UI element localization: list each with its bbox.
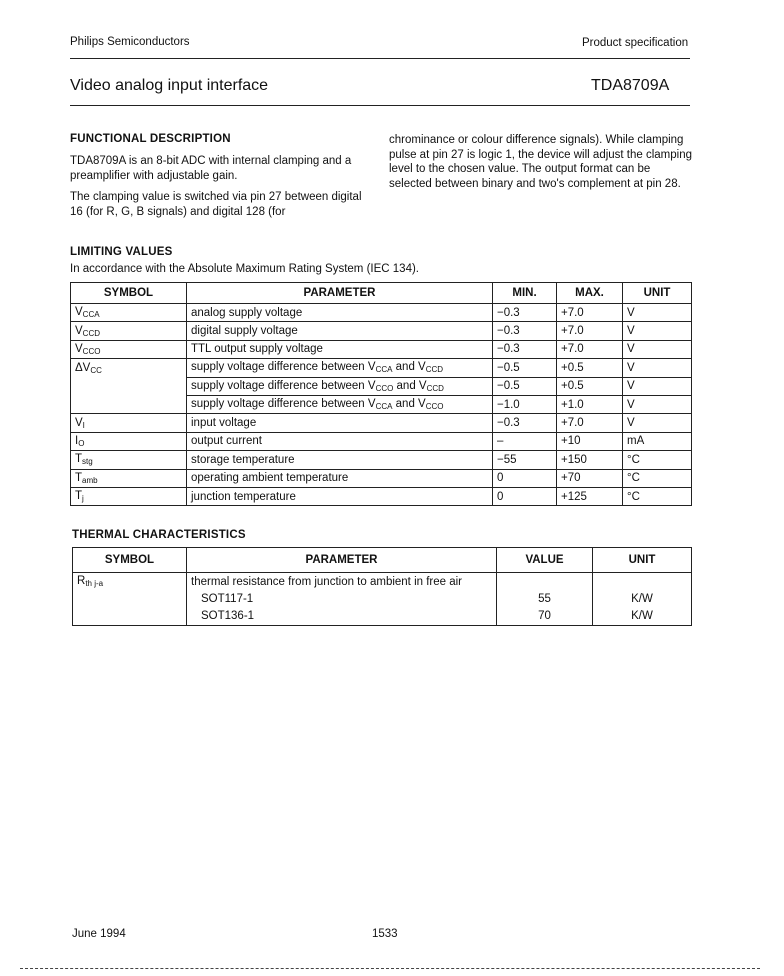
col-parameter: PARAMETER (187, 548, 497, 573)
unit-cell: V (623, 414, 692, 432)
table-row (71, 432, 692, 450)
table-row (71, 395, 692, 413)
thermal-table (72, 547, 692, 626)
limiting-values-subtitle: In accordance with the Absolute Maximum Rating System (IEC 134). (70, 263, 419, 275)
package-name: SOT117-1 (187, 590, 497, 607)
parameter-cell: operating ambient temperature (187, 469, 493, 487)
col-value: VALUE (497, 548, 593, 573)
min-cell: −0.3 (493, 414, 557, 432)
table-row (71, 340, 692, 358)
functional-description-heading: FUNCTIONAL DESCRIPTION (70, 133, 231, 145)
min-cell: 0 (493, 487, 557, 505)
max-cell: +150 (557, 451, 623, 469)
unit-cell: °C (623, 451, 692, 469)
parameter-cell: input voltage (187, 414, 493, 432)
min-cell: −1.0 (493, 395, 557, 413)
symbol-cell: $T_{amb}$ (71, 469, 187, 487)
symbol-cell: $V_I$ (71, 414, 187, 432)
table-row (71, 359, 692, 377)
limiting-values-table (70, 282, 692, 506)
col-min: MIN. (493, 283, 557, 304)
symbol-cell: $V_{CCO}$ (71, 340, 187, 358)
table-row (73, 573, 692, 591)
thermal-heading: THERMAL CHARACTERISTICS (72, 529, 246, 541)
footer-page-number: 1533 (372, 928, 398, 940)
table-header-row (71, 283, 692, 304)
unit-cell: V (623, 340, 692, 358)
parameter-cell: supply voltage difference between $V_{CCA}$ and $V_{CCD}$ (187, 359, 493, 377)
table-row (71, 377, 692, 395)
fd-paragraph-1: TDA8709A is an 8-bit ADC with internal clamping and a preamplifier with adjustable gain. (70, 155, 352, 182)
unit-cell: V (623, 359, 692, 377)
unit-cell: V (623, 322, 692, 340)
functional-description-right (389, 133, 692, 198)
thermal-unit: K/W (593, 608, 692, 626)
max-cell: +7.0 (557, 414, 623, 432)
part-number: TDA8709A (591, 77, 670, 94)
max-cell: +7.0 (557, 304, 623, 322)
min-cell: −55 (493, 451, 557, 469)
table-row (71, 322, 692, 340)
max-cell: +125 (557, 487, 623, 505)
parameter-cell: storage temperature (187, 451, 493, 469)
table-row (71, 304, 692, 322)
thermal-value: 70 (497, 608, 593, 626)
parameter-cell: output current (187, 432, 493, 450)
functional-description-left (70, 154, 370, 226)
thermal-parameter: thermal resistance from junction to ambient in free air (187, 573, 497, 591)
symbol-cell: $V_{CCA}$ (71, 304, 187, 322)
symbol-cell (71, 395, 187, 413)
thermal-unit: K/W (593, 590, 692, 607)
unit-cell: V (623, 395, 692, 413)
max-cell: +1.0 (557, 395, 623, 413)
unit-cell: °C (623, 487, 692, 505)
symbol-cell: $T_j$ (71, 487, 187, 505)
symbol-cell: $V_{CCD}$ (71, 322, 187, 340)
table-row (71, 469, 692, 487)
min-cell: −0.3 (493, 340, 557, 358)
limiting-values-heading: LIMITING VALUES (70, 246, 173, 258)
max-cell: +0.5 (557, 377, 623, 395)
table-row (73, 590, 692, 607)
symbol-cell: $T_{stg}$ (71, 451, 187, 469)
col-unit: UNIT (593, 548, 692, 573)
min-cell: −0.5 (493, 377, 557, 395)
min-cell: −0.5 (493, 359, 557, 377)
max-cell: +10 (557, 432, 623, 450)
max-cell: +7.0 (557, 322, 623, 340)
col-max: MAX. (557, 283, 623, 304)
page-title: Video analog input interface (70, 77, 269, 94)
package-name: SOT136-1 (187, 608, 497, 626)
thermal-symbol: $R_{th j-a}$ (73, 573, 187, 591)
symbol-cell (71, 377, 187, 395)
parameter-cell: digital supply voltage (187, 322, 493, 340)
parameter-cell: analog supply voltage (187, 304, 493, 322)
table-row (73, 608, 692, 626)
col-symbol: SYMBOL (73, 548, 187, 573)
col-parameter: PARAMETER (187, 283, 493, 304)
unit-cell: °C (623, 469, 692, 487)
table-row (71, 451, 692, 469)
parameter-cell: TTL output supply voltage (187, 340, 493, 358)
fd-paragraph-3: chrominance or colour difference signals). While clamping pulse at pin 27 is logic 1, the device will adjust the clamping level to the chosen value. The output format can be selected between binary and two's complement at pin 28. (389, 134, 693, 190)
document-type: Product specification (582, 37, 689, 49)
symbol-cell: $\Delta V_{CC}$ (71, 359, 187, 377)
header-rule-bottom (70, 105, 690, 106)
parameter-cell: supply voltage difference between $V_{CCO}$ and $V_{CCD}$ (187, 377, 493, 395)
footer-date: June 1994 (72, 928, 126, 940)
thermal-value: 55 (497, 590, 593, 607)
max-cell: +7.0 (557, 340, 623, 358)
max-cell: +70 (557, 469, 623, 487)
header-rule-top (70, 58, 690, 59)
col-unit: UNIT (623, 283, 692, 304)
min-cell: −0.3 (493, 304, 557, 322)
symbol-cell: $I_O$ (71, 432, 187, 450)
parameter-cell: junction temperature (187, 487, 493, 505)
max-cell: +0.5 (557, 359, 623, 377)
min-cell: 0 (493, 469, 557, 487)
table-row (71, 487, 692, 505)
table-row (71, 414, 692, 432)
company-name: Philips Semiconductors (70, 36, 190, 48)
parameter-cell: supply voltage difference between $V_{CCA}$ and $V_{CCO}$ (187, 395, 493, 413)
unit-cell: V (623, 304, 692, 322)
min-cell: −0.3 (493, 322, 557, 340)
col-symbol: SYMBOL (71, 283, 187, 304)
unit-cell: mA (623, 432, 692, 450)
unit-cell: V (623, 377, 692, 395)
scan-edge-line (20, 968, 760, 970)
min-cell: – (493, 432, 557, 450)
table-header-row (73, 548, 692, 573)
fd-paragraph-2: The clamping value is switched via pin 27 between digital 16 (for R, G, B signals) and digital 128 (for (70, 191, 362, 218)
